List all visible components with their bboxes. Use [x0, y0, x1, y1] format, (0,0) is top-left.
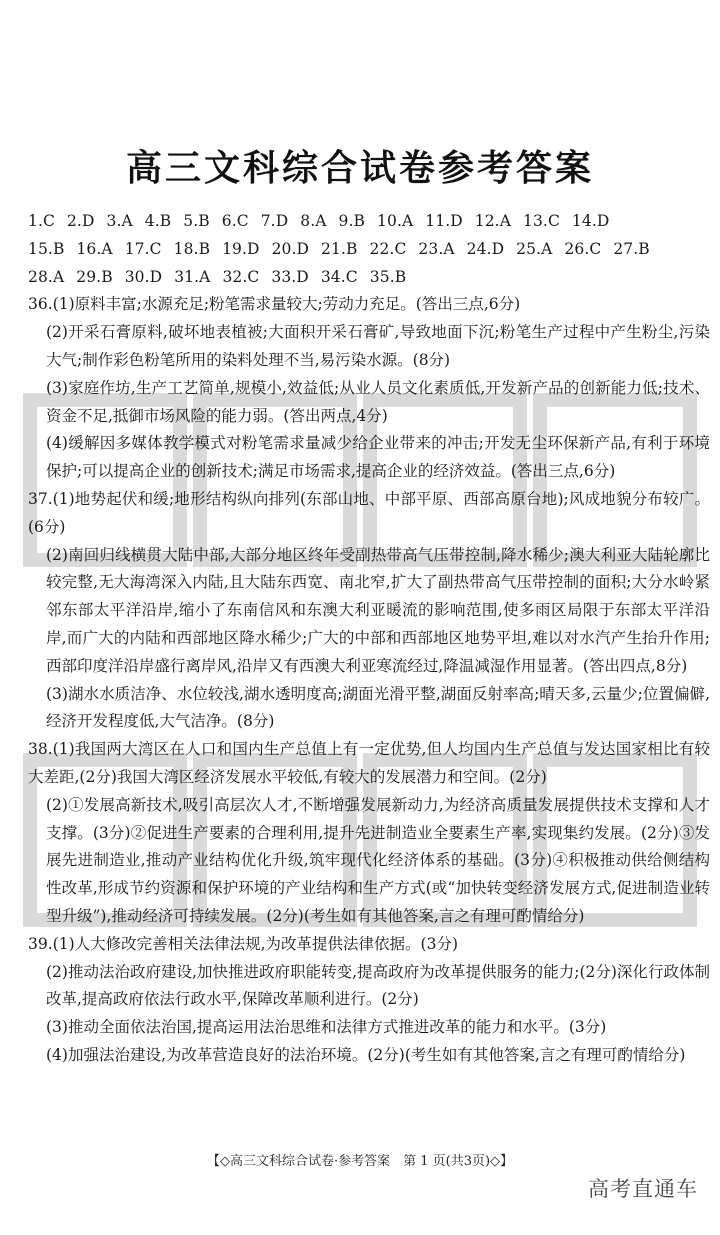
mc-answers-row	[28, 264, 710, 292]
question-part: 39.(1)人大修改完善相关法律法规,为改革提供法律依据。(3分)	[28, 934, 458, 953]
mc-answer: 1.C	[28, 212, 55, 230]
mc-answer: 34.C	[320, 267, 358, 286]
question-part: 36.(1)原料丰富;水源充足;粉笔需求量较大;劳动力充足。(答出三点,6分)	[28, 295, 521, 314]
mc-answer: 17.C	[124, 239, 162, 258]
question-part: (3)家庭作坊,生产工艺简单,规模小,效益低;从业人员文化素质低,开发新产品的创新能力低;技术、资金不足,抵御市场风险的能力弱。(答出两点,4分)	[46, 378, 710, 425]
mc-answer: 10.A	[377, 212, 414, 230]
mc-answer: 9.B	[338, 212, 366, 230]
mc-answer: 23.A	[418, 239, 455, 258]
mc-answer: 26.C	[564, 239, 602, 258]
mc-answer: 20.D	[271, 239, 310, 258]
mc-answer: 18.B	[173, 239, 211, 258]
mc-answer: 27.B	[613, 239, 650, 258]
question-part: (3)推动全面依法治国,提高运用法治思维和法律方式推进改革的能力和水平。(3分)	[46, 1018, 607, 1037]
question-number: 37.	[28, 489, 53, 508]
mc-answer: 12.A	[474, 212, 511, 230]
mc-answer: 35.B	[369, 267, 407, 286]
mc-answer: 6.C	[221, 212, 249, 230]
question-number: 36.	[28, 295, 53, 314]
question-block	[28, 291, 710, 486]
question-part: (2)推动法治政府建设,加快推进政府职能转变,提高政府为改革提供服务的能力;(2分)深化行政体制改革,提高政府依法行政水平,保障改革顺利进行。(2分)	[46, 962, 710, 1009]
question-part: (4)缓解因多媒体教学模式对粉笔需求量减少给企业带来的冲击;开发无尘环保新产品,有利于环境保护;可以提高企业的创新技术;满足市场需求,提高企业的经济效益。(答出三点,6分)	[46, 434, 710, 481]
page-footer: 【◇高三文科综合试卷·参考答案 第 1 页(共3页)◇】	[206, 1154, 514, 1169]
mc-answers-row	[28, 208, 710, 236]
mc-answers-row	[28, 236, 710, 264]
question-number: 39.	[28, 934, 53, 953]
answer-content	[28, 208, 710, 1070]
mc-answer: 29.B	[76, 267, 113, 286]
mc-answer: 31.A	[174, 267, 211, 286]
question-part: (2)开采石膏原料,破坏地表植被;大面积开采石膏矿,导致地面下沉;粉笔生产过程中产生粉尘,污染大气;制作彩色粉笔所用的染料处理不当,易污染水源。(8分)	[46, 323, 710, 369]
mc-answer: 4.B	[144, 212, 172, 230]
mc-answer: 11.D	[425, 212, 463, 230]
mc-answer: 24.D	[466, 239, 505, 258]
mc-answer: 3.A	[106, 212, 133, 230]
mc-answer: 25.A	[516, 239, 553, 258]
mc-answer: 30.D	[124, 267, 163, 286]
question-block	[28, 931, 710, 1070]
question-part: (2)①发展高新技术,吸引高层次人才,不断增强发展新动力,为经济高质量发展提供技术支撑和人才支撑。(3分)②促进生产要素的合理利用,提升先进制造业全要素生产率,实现集约发展。(2分)③发展先进制造业,推动产业结构优化升级,筑牢现代化经济体系的基础。(3分)④积极推动供给侧结构性改革,形成节约资源和保护环境的产业结构和生产方式(或“加快转变经济发展方式,促进制造业转型升级”),推动经济可持续发展。(2分)(考生如有其他答案,言之有理可酌情给分)	[46, 795, 710, 925]
mc-answer: 28.A	[28, 267, 65, 286]
mc-answer: 15.B	[28, 239, 65, 258]
question-number: 38.	[28, 740, 53, 759]
page-title: 高三文科综合试卷参考答案	[125, 148, 594, 189]
mc-answer: 14.D	[571, 212, 610, 230]
mc-answer: 5.B	[183, 212, 210, 230]
question-block	[28, 486, 710, 736]
question-part: (2)南回归线横贯大陆中部,大部分地区终年受副热带高气压带控制,降水稀少;澳大利亚大陆轮廓比较完整,无大海湾深入内陆,且大陆东西宽、南北窄,扩大了副热带高气压带控制的面积;大分水岭紧邻东部太平洋沿岸,缩小了东南信风和东澳大利亚暖流的影响范围,使多雨区局限于东部太平洋沿岸,而广大的内陆和西部地区降水稀少;广大的中部和西部地区地势平坦,难以对水汽产生抬升作用;西部印度洋沿岸盛行离岸风,沿岸又有西澳大利亚寒流经过,降温减湿作用显著。(答出四点,8分)	[46, 545, 710, 675]
question-part: (3)湖水水质洁净、水位较浅,湖水透明度高;湖面光滑平整,湖面反射率高;晴天多,云量少;位置偏僻,经济开发程度低,大气洁净。(8分)	[46, 684, 710, 731]
mc-answer: 33.D	[271, 267, 309, 286]
mc-answer: 32.C	[222, 267, 260, 286]
question-part: (4)加强法治建设,为改革营造良好的法治环境。(2分)(考生如有其他答案,言之有理可酌情给分)	[46, 1045, 686, 1064]
question-block	[28, 736, 710, 931]
mc-answer: 7.D	[260, 212, 289, 230]
mc-answer: 19.D	[222, 239, 260, 258]
mc-answer: 2.D	[66, 212, 95, 230]
watermark-text: 高考直通车	[588, 1177, 698, 1201]
mc-answer: 16.A	[76, 239, 113, 258]
mc-answer: 13.C	[523, 212, 560, 230]
mc-answer: 8.A	[300, 212, 327, 230]
question-part: 38.(1)我国两大湾区在人口和国内生产总值上有一定优势,但人均国内生产总值与发达国家相比有较大差距,(2分)我国大湾区经济发展水平较低,有较大的发展潜力和空间。(2分)	[28, 740, 710, 786]
question-part: 37.(1)地势起伏和缓;地形结构纵向排列(东部山地、中部平原、西部高原台地);风成地貌分布较广。(6分)	[28, 489, 710, 536]
mc-answer: 21.B	[321, 239, 358, 258]
mc-answer: 22.C	[369, 239, 407, 258]
